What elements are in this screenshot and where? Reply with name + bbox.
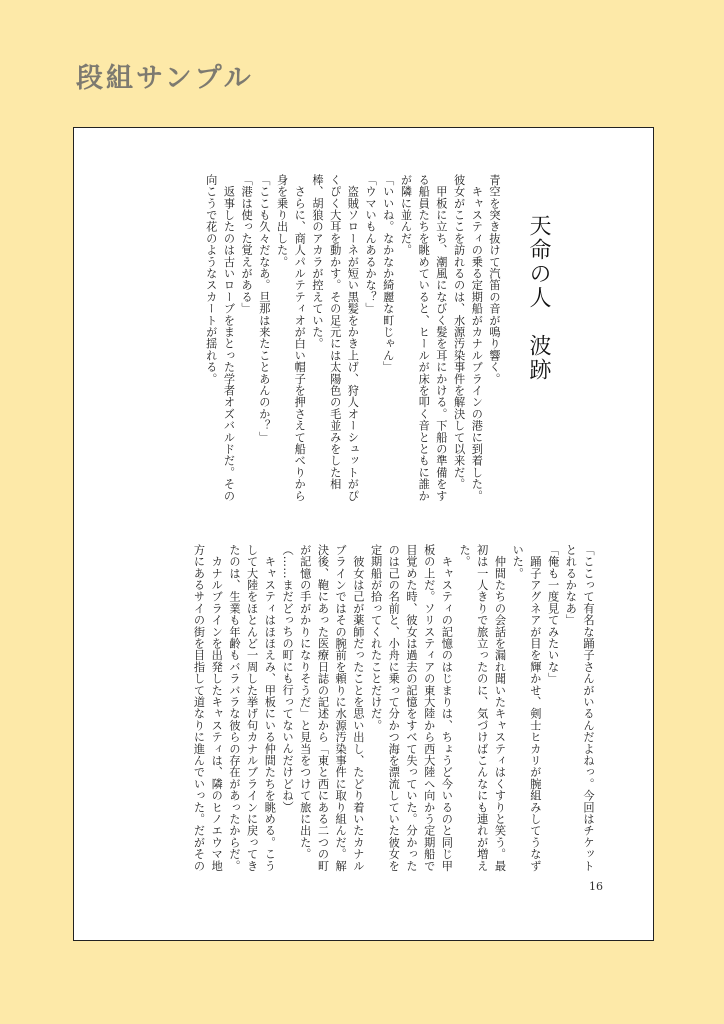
story-title bbox=[523, 214, 554, 382]
text-line: 決後、鞄にあった医療日誌の記述から「東と西にある二つの町 bbox=[316, 544, 330, 872]
text-line: して大陸をほとんど一周した挙げ句カナルブラインに戻ってき bbox=[245, 544, 259, 872]
text-line: いた。 bbox=[511, 544, 525, 580]
text-line: のは己の名前と、小舟に乗って分かつ海を漂流していた彼女を bbox=[387, 544, 401, 872]
text-line: 方にあるサイの街を目指して道なりに進んでいった。だがその bbox=[192, 544, 206, 872]
text-line: 向こうで花のようなスカートが揺れる。 bbox=[204, 174, 218, 385]
text-line: 彼女は己が薬師だったことを思い出し、たどり着いたカナル bbox=[351, 544, 365, 872]
text-line: 「ウマいもんあるかな？」 bbox=[364, 174, 378, 315]
text-line: （……まだどっちの町にも行ってないんだけどね） bbox=[281, 544, 295, 814]
text-line: さらに、商人パルテティオが白い帽子を押さえて船べりから bbox=[293, 174, 307, 502]
text-line: 「ここも久々だなあ。旦那は来たことあんのか？」 bbox=[257, 174, 271, 444]
text-line: が記憶の手がかりになりそうだ」と見当をつけて旅に出た。 bbox=[298, 544, 312, 860]
text-column-upper bbox=[202, 174, 503, 504]
text-line: 彼女がここを訪れるのは、水源汚染事件を解決して以来だ。 bbox=[452, 174, 466, 490]
text-line: 「いいね。なかなか綺麗な町じゃん」 bbox=[381, 174, 395, 373]
text-line: キャスティの記憶のはじまりは、ちょうど今いるのと同じ甲 bbox=[440, 544, 454, 872]
text-line: 甲板に立ち、潮風になびく髪を耳にかける。下船の準備をす bbox=[434, 174, 448, 502]
text-line: くぴく大耳を動かす。その足元には太陽色の毛並みをした相 bbox=[328, 174, 342, 490]
text-line: 目覚めた時、彼女は過去の記憶をすべて失っていた。分かった bbox=[404, 544, 418, 872]
text-line: 返事したのは古いローブをまとった学者オズバルドだ。その bbox=[222, 174, 236, 502]
page-number: 16 bbox=[589, 880, 603, 893]
text-line: 踊子アグネアが目を輝かせ、剣士ヒカリが腕組みしてうなず bbox=[528, 544, 542, 872]
text-line: 棒、胡狼のアカラが控えていた。 bbox=[310, 174, 324, 350]
text-line: キャスティはほほえみ、甲板にいる仲間たちを眺める。こう bbox=[263, 544, 277, 872]
text-line: た。 bbox=[458, 544, 472, 568]
text-line: ブラインではその腕前を頼りに水源汚染事件に取り組んだ。解 bbox=[334, 544, 348, 872]
story-author: 波跡 bbox=[526, 334, 551, 382]
text-line: カナルブラインを出発したキャスティは、隣のヒノエウマ地 bbox=[210, 544, 224, 872]
text-column-lower bbox=[190, 544, 597, 874]
text-line: る船員たちを眺めていると、ヒールが床を叩く音とともに誰か bbox=[417, 174, 431, 502]
text-line: 盗賊ソローネが短い黒髪をかき上げ、狩人オーシュットがぴ bbox=[346, 174, 360, 502]
text-line: 初は一人きりで旅立ったのに、気づけばこんなにも連れが増え bbox=[475, 544, 489, 872]
text-line: キャスティの乗る定期船がカナルブラインの港に到着した。 bbox=[470, 174, 484, 502]
text-line: とれるかなあ」 bbox=[564, 544, 578, 626]
text-line: 定期船が拾ってくれたことだけだ。 bbox=[369, 544, 383, 732]
text-line: 青空を突き抜けて汽笛の音が鳴り響く。 bbox=[488, 174, 501, 385]
text-line: 仲間たちの会話を漏れ聞いたキャスティはくすりと笑う。最 bbox=[493, 544, 507, 872]
text-line: 「ここって有名な踊子さんがいるんだよねっ。今回はチケット bbox=[582, 544, 595, 872]
text-line: たのは、生業も年齢もバラバラな彼らの存在があったからだ。 bbox=[227, 544, 241, 872]
text-line: 「俺も一度見てみたいな」 bbox=[546, 544, 560, 685]
text-line: 「港は使った覚えがある」 bbox=[240, 174, 254, 315]
story-title-text: 天命の人 bbox=[526, 214, 551, 310]
page-header-title: 段組サンプル bbox=[76, 63, 254, 94]
text-line: 身を乗り出した。 bbox=[275, 174, 289, 268]
text-line: が隣に並んだ。 bbox=[399, 174, 413, 256]
text-line: 板の上だ。ソリスティアの東大陸から西大陸へ向かう定期船で bbox=[422, 544, 436, 872]
